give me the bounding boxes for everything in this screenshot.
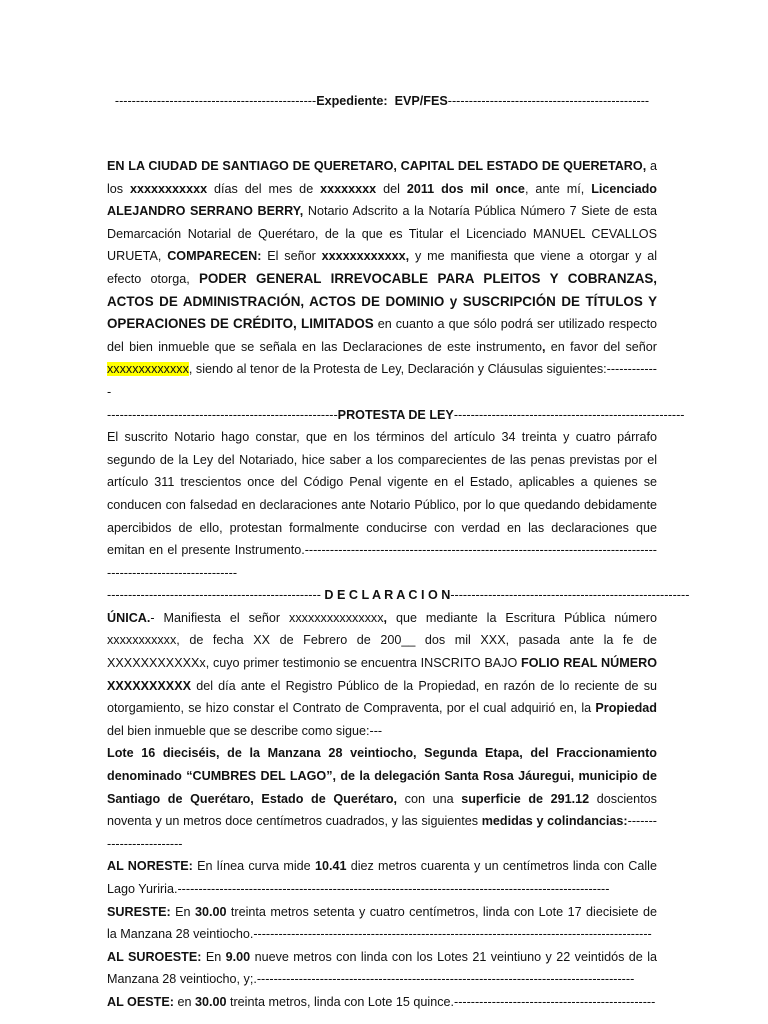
grantee-name-highlight: xxxxxxxxxxxxx [107, 362, 189, 377]
intro-city: EN LA CIUDAD DE SANTIAGO DE QUERETARO, CAPITAL DEL ESTADO DE QUERETARO, [107, 159, 647, 173]
folio-real: FOLIO REAL NÚMERO XXXXXXXXXX [107, 656, 657, 693]
header-dashes-right: ------------------------------------------------ [447, 94, 650, 108]
protesta-paragraph: El suscrito Notario hago constar, que en los términos del artículo 34 treinta y cuatro párrafo segundo de la Ley del Notariado, hice saber a los comparecientes de las penas previstas por el artículo 311 trescientos once del Código Penal vigente en el Estado, aplicables a quienes se conducen con falsedad en declaraciones ante Notario Público, por lo que quedando debidamente apercibidos de ello, protestan formalmente conducirse con verdad en las declaraciones que emitan en el presente Instrumento.------------------------------------------------------------------------------------------------------------------- [107, 430, 657, 580]
declaracion-heading: --------------------------------------------------- D E C L A R A C I O N--------------------------------------------------------- [107, 588, 690, 603]
notary-name: Licenciado ALEJANDRO SERRANO BERRY, [107, 181, 658, 219]
superficie: superficie de 291.12 [461, 791, 590, 806]
unica-label: ÚNICA. [107, 610, 151, 625]
intro-year: 2011 dos mil once [406, 181, 525, 196]
intro-paragraph: EN LA CIUDAD DE SANTIAGO DE QUERETARO, CAPITAL DEL ESTADO DE QUERETARO, a los xxxxxxxxxxx días del mes de xxxxxxxx del 2011 dos mil once, ante mí, Licenciado ALEJANDRO SERRANO BERRY, Notario Adscrito a la Notaría Pública Número 7 Siete de esta Demarcación Notarial de Querétaro, de la que es Titular el Licenciado MANUEL CEVALLOS URUETA, COMPARECEN: El señor xxxxxxxxxxxx, y me manifiesta que viene a otorgar y al efecto otorga, PODER GENERAL IRREVOCABLE PARA PLEITOS Y COBRANZAS, ACTOS DE ADMINISTRACIÓN, ACTOS DE DOMINIO y SUSCRIPCIÓN DE TÍTULOS Y OPERACIONES DE CRÉDITO, LIMITADOS en cuanto a que sólo podrá ser utilizado respecto del bien inmueble que se señala en las Declaraciones de este instrumento, en favor del señor xxxxxxxxxxxxx, siendo al tenor de la Protesta de Ley, Declaración y Cláusulas siguientes:------------- [107, 159, 658, 399]
intro-month: xxxxxxxx [320, 181, 377, 196]
document-body [107, 155, 690, 1014]
power-type: PODER GENERAL IRREVOCABLE PARA PLEITOS Y COBRANZAS, ACTOS DE ADMINISTRACIÓN, ACTOS DE DOMINIO y SUSCRIPCIÓN DE TÍTULOS Y OPERACIONES DE CRÉDITO, LIMITADOS [107, 270, 658, 332]
intro-days: xxxxxxxxxxx [130, 181, 208, 196]
comparecen-label: COMPARECEN: [167, 249, 262, 264]
expediente-header [107, 90, 657, 113]
grantor-name: xxxxxxxxxxxx, [321, 249, 410, 264]
colindancia-noreste: AL NORESTE: En línea curva mide 10.41 diez metros cuarenta y un centímetros linda con Calle Lago Yuriria.------------------------------------------------------------------------------------------------------- [107, 859, 657, 896]
expediente-label: Expediente: [316, 94, 388, 108]
colindancia-oeste: AL OESTE: en 30.00 treinta metros, linda con Lote 15 quince.------------------------------------------------ [107, 994, 656, 1009]
propiedad-label: Propiedad [595, 701, 657, 716]
lote-paragraph: Lote 16 dieciséis, de la Manzana 28 veintiocho, Segunda Etapa, del Fraccionamiento denominado “CUMBRES DEL LAGO”, de la delegación Santa Rosa Jáuregui, municipio de Santiago de Querétaro, Estado de Querétaro, con una superficie de 291.12 doscientos noventa y un metros doce centímetros cuadrados, y las siguientes medidas y colindancias:------------------------- [107, 746, 657, 851]
medidas-label: medidas y colindancias: [481, 814, 628, 829]
colindancia-sureste: SURESTE: En 30.00 treinta metros setenta y cuatro centímetros, linda con Lote 17 diecisiete de la Manzana 28 veintiocho.----------------------------------------------------------------------------------------------- [107, 904, 658, 942]
colindancia-suroeste: AL SUROESTE: En 9.00 nueve metros con linda con los Lotes 21 veintiuno y 22 veintidós de la Manzana 28 veintiocho, y;.------------------------------------------------------------------------------------------ [107, 949, 657, 987]
expediente-value: EVP/FES [394, 94, 448, 108]
protesta-title: PROTESTA DE LEY [337, 407, 454, 422]
declaracion-paragraph: ÚNICA.- Manifiesta el señor xxxxxxxxxxxxxxx, que mediante la Escritura Pública número xxxxxxxxxxx, de fecha XX de Febrero de 200__ dos mil XXX, pasada ante la fe de XXXXXXXXXXXx, cuyo primer testimonio se encuentra INSCRITO BAJO FOLIO REAL NÚMERO XXXXXXXXXX del día ante el Registro Público de la Propiedad, en razón de lo reciente de su otorgamiento, se hizo constar el Contrato de Compraventa, por el cual adquirió en, la Propiedad del bien inmueble que se describe como sigue:--- [107, 610, 657, 738]
declaracion-title: D E C L A R A C I O N [324, 588, 451, 603]
header-dashes-left: ------------------------------------------------ [114, 94, 317, 108]
lote-description: Lote 16 dieciséis, de la Manzana 28 veintiocho, Segunda Etapa, del Fraccionamiento denominado “CUMBRES DEL LAGO”, de la delegación Santa Rosa Jáuregui, municipio de Santiago de Querétaro, Estado de Querétaro, [107, 746, 657, 806]
protesta-heading: -------------------------------------------------------PROTESTA DE LEY------------------------------------------------------- [107, 407, 685, 422]
